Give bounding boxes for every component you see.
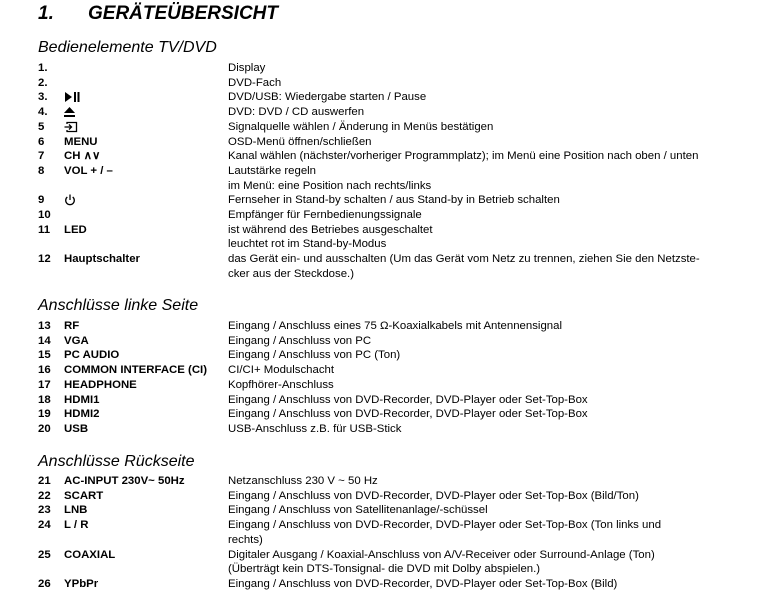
item-description bbox=[228, 378, 728, 393]
item-label bbox=[64, 120, 78, 135]
description-line: Kopfhörer-Anschluss bbox=[228, 378, 334, 391]
item-description bbox=[228, 76, 728, 91]
item-label: LED bbox=[64, 223, 87, 236]
item-description bbox=[228, 252, 728, 281]
item-description bbox=[228, 208, 728, 223]
list-item bbox=[38, 193, 758, 208]
list-item bbox=[38, 393, 758, 408]
description-line: Signalquelle wählen / Änderung in Menüs bestätigen bbox=[228, 120, 494, 133]
description-line: DVD: DVD / CD auswerfen bbox=[228, 106, 365, 119]
item-label: L / R bbox=[64, 519, 89, 532]
description-line: Eingang / Anschluss von PC (Ton) bbox=[228, 349, 401, 362]
item-number: 24 bbox=[38, 519, 51, 532]
item-description bbox=[228, 422, 728, 437]
item-label: MENU bbox=[64, 135, 98, 148]
item-description bbox=[228, 61, 728, 76]
item-number: 20 bbox=[38, 422, 51, 435]
item-description bbox=[228, 518, 728, 547]
list-item bbox=[38, 503, 758, 518]
description-line: Digitaler Ausgang / Koaxial-Anschluss von A/V-Receiver oder Surround-Anlage (Ton) bbox=[228, 548, 655, 561]
item-label bbox=[64, 193, 76, 208]
item-label: YPbPr bbox=[64, 577, 99, 590]
item-number: 1. bbox=[38, 62, 48, 74]
description-line: CI/CI+ Modulschacht bbox=[228, 364, 335, 377]
item-label: PC AUDIO bbox=[64, 349, 120, 362]
list-item bbox=[38, 407, 758, 422]
list-item bbox=[38, 90, 758, 105]
description-line: ist während des Betriebes ausgeschaltet bbox=[228, 223, 433, 236]
item-number: 12 bbox=[38, 253, 51, 266]
item-number: 8 bbox=[38, 164, 45, 177]
list-item bbox=[38, 319, 758, 334]
item-number: 15 bbox=[38, 349, 51, 362]
item-description bbox=[228, 135, 728, 150]
item-description bbox=[228, 164, 728, 193]
list-item bbox=[38, 164, 758, 192]
description-line: DVD-Fach bbox=[228, 76, 282, 89]
description-line: leuchtet rot im Stand-by-Modus bbox=[228, 238, 387, 251]
section-title-left-ports: Anschlüsse linke Seite bbox=[38, 297, 199, 314]
item-number: 22 bbox=[38, 489, 51, 502]
description-line: Eingang / Anschluss von Satellitenanlage/-schüssel bbox=[228, 504, 488, 517]
description-line: OSD-Menü öffnen/schließen bbox=[228, 135, 372, 148]
list-item bbox=[38, 334, 758, 349]
play-pause-icon bbox=[64, 92, 80, 102]
item-description bbox=[228, 223, 728, 252]
chapter-number: 1. bbox=[38, 3, 54, 24]
item-description bbox=[228, 319, 728, 334]
item-number: 3. bbox=[38, 91, 48, 104]
item-number: 14 bbox=[38, 334, 51, 347]
list-item bbox=[38, 76, 758, 91]
description-line: Eingang / Anschluss von DVD-Recorder, DVD-Player oder Set-Top-Box bbox=[228, 408, 588, 421]
description-line: im Menü: eine Position nach rechts/links bbox=[228, 179, 432, 192]
list-item bbox=[38, 208, 758, 223]
item-label: CH ∧∨ bbox=[64, 150, 101, 163]
description-line: rechts) bbox=[228, 533, 263, 546]
description-line: Eingang / Anschluss von DVD-Recorder, DVD-Player oder Set-Top-Box (Bild/Ton) bbox=[228, 489, 639, 502]
description-line: Eingang / Anschluss von DVD-Recorder, DVD-Player oder Set-Top-Box (Bild) bbox=[228, 577, 618, 590]
item-description bbox=[228, 577, 728, 592]
item-number: 2. bbox=[38, 76, 48, 89]
item-description bbox=[228, 193, 728, 208]
item-description bbox=[228, 407, 728, 422]
item-label: HEADPHONE bbox=[64, 378, 137, 391]
power-icon bbox=[64, 194, 76, 206]
list-item bbox=[38, 422, 758, 437]
item-number: 9 bbox=[38, 194, 45, 207]
description-line: Lautstärke regeln bbox=[228, 164, 317, 177]
item-number: 19 bbox=[38, 408, 51, 421]
description-line: Kanal wählen (nächster/vorheriger Programmplatz); im Menü eine Position nach oben / unten bbox=[228, 150, 699, 163]
list-item bbox=[38, 223, 758, 251]
item-description bbox=[228, 503, 728, 518]
item-label: LNB bbox=[64, 504, 88, 517]
list-item bbox=[38, 363, 758, 378]
item-number: 17 bbox=[38, 378, 51, 391]
description-line: USB-Anschluss z.B. für USB-Stick bbox=[228, 422, 402, 435]
item-description bbox=[228, 120, 728, 135]
item-number: 23 bbox=[38, 504, 51, 517]
item-number: 13 bbox=[38, 320, 51, 332]
description-line: Eingang / Anschluss von PC bbox=[228, 334, 372, 347]
list-item bbox=[38, 474, 758, 489]
item-number: 16 bbox=[38, 364, 51, 377]
description-line: DVD/USB: Wiedergabe starten / Pause bbox=[228, 91, 427, 104]
chapter-heading bbox=[38, 3, 278, 25]
list-item bbox=[38, 135, 758, 150]
description-line: Eingang / Anschluss von DVD-Recorder, DVD-Player oder Set-Top-Box bbox=[228, 393, 588, 406]
item-number: 6 bbox=[38, 135, 45, 148]
description-line: (Überträgt kein DTS-Tonsignal- die DVD mit Dolby abspielen.) bbox=[228, 563, 541, 576]
description-line: Empfänger für Fernbedienungssignale bbox=[228, 209, 422, 221]
item-label: Hauptschalter bbox=[64, 253, 140, 266]
description-line: Eingang / Anschluss von DVD-Recorder, DVD-Player oder Set-Top-Box (Ton links und bbox=[228, 519, 662, 532]
item-description bbox=[228, 149, 728, 164]
item-label: VGA bbox=[64, 334, 89, 347]
item-number: 7 bbox=[38, 150, 45, 163]
item-label bbox=[64, 90, 80, 105]
item-label: SCART bbox=[64, 489, 104, 502]
item-description bbox=[228, 90, 728, 105]
item-number: 21 bbox=[38, 475, 51, 487]
item-label: COMMON INTERFACE (CI) bbox=[64, 364, 208, 377]
item-number: 5 bbox=[38, 120, 45, 133]
description-line: Display bbox=[228, 62, 266, 74]
list-item bbox=[38, 518, 758, 546]
item-number: 10 bbox=[38, 209, 51, 221]
chapter-title: GERÄTEÜBERSICHT bbox=[88, 3, 279, 24]
section-title-rear-ports: Anschlüsse Rückseite bbox=[38, 453, 195, 470]
section-title-controls: Bedienelemente TV/DVD bbox=[38, 39, 217, 56]
list-item bbox=[38, 548, 758, 576]
list-item bbox=[38, 61, 758, 76]
item-description bbox=[228, 363, 728, 378]
item-description bbox=[228, 393, 728, 408]
item-description bbox=[228, 474, 728, 489]
list-item bbox=[38, 105, 758, 120]
source-input-icon bbox=[64, 121, 78, 133]
item-label: USB bbox=[64, 422, 89, 435]
description-line: cker aus der Steckdose.) bbox=[228, 267, 354, 280]
item-description bbox=[228, 334, 728, 349]
item-label: AC-INPUT 230V~ 50Hz bbox=[64, 475, 185, 487]
item-label: HDMI1 bbox=[64, 393, 100, 406]
list-item bbox=[38, 149, 758, 164]
description-line: das Gerät ein- und ausschalten (Um das Gerät vom Netz zu trennen, ziehen Sie den Netzste- bbox=[228, 253, 700, 266]
description-line: Eingang / Anschluss eines 75 Ω-Koaxialkabels mit Antennensignal bbox=[228, 320, 562, 332]
item-label bbox=[64, 105, 75, 120]
list-item bbox=[38, 252, 758, 280]
list-item bbox=[38, 348, 758, 363]
item-number: 11 bbox=[38, 223, 51, 236]
item-number: 26 bbox=[38, 577, 51, 590]
item-number: 18 bbox=[38, 393, 51, 406]
item-number: 4. bbox=[38, 106, 48, 119]
item-label: HDMI2 bbox=[64, 408, 100, 421]
list-item bbox=[38, 378, 758, 393]
item-description bbox=[228, 348, 728, 363]
description-line: Netzanschluss 230 V ~ 50 Hz bbox=[228, 475, 378, 487]
item-label: COAXIAL bbox=[64, 548, 116, 561]
item-description bbox=[228, 105, 728, 120]
item-description bbox=[228, 548, 728, 577]
list-item bbox=[38, 577, 758, 592]
item-number: 25 bbox=[38, 548, 51, 561]
list-item bbox=[38, 489, 758, 504]
description-line: Fernseher in Stand-by schalten / aus Stand-by in Betrieb schalten bbox=[228, 194, 560, 207]
item-label: RF bbox=[64, 320, 80, 332]
item-label: VOL + / – bbox=[64, 164, 113, 177]
item-description bbox=[228, 489, 728, 504]
eject-icon bbox=[64, 107, 75, 117]
list-item bbox=[38, 120, 758, 135]
